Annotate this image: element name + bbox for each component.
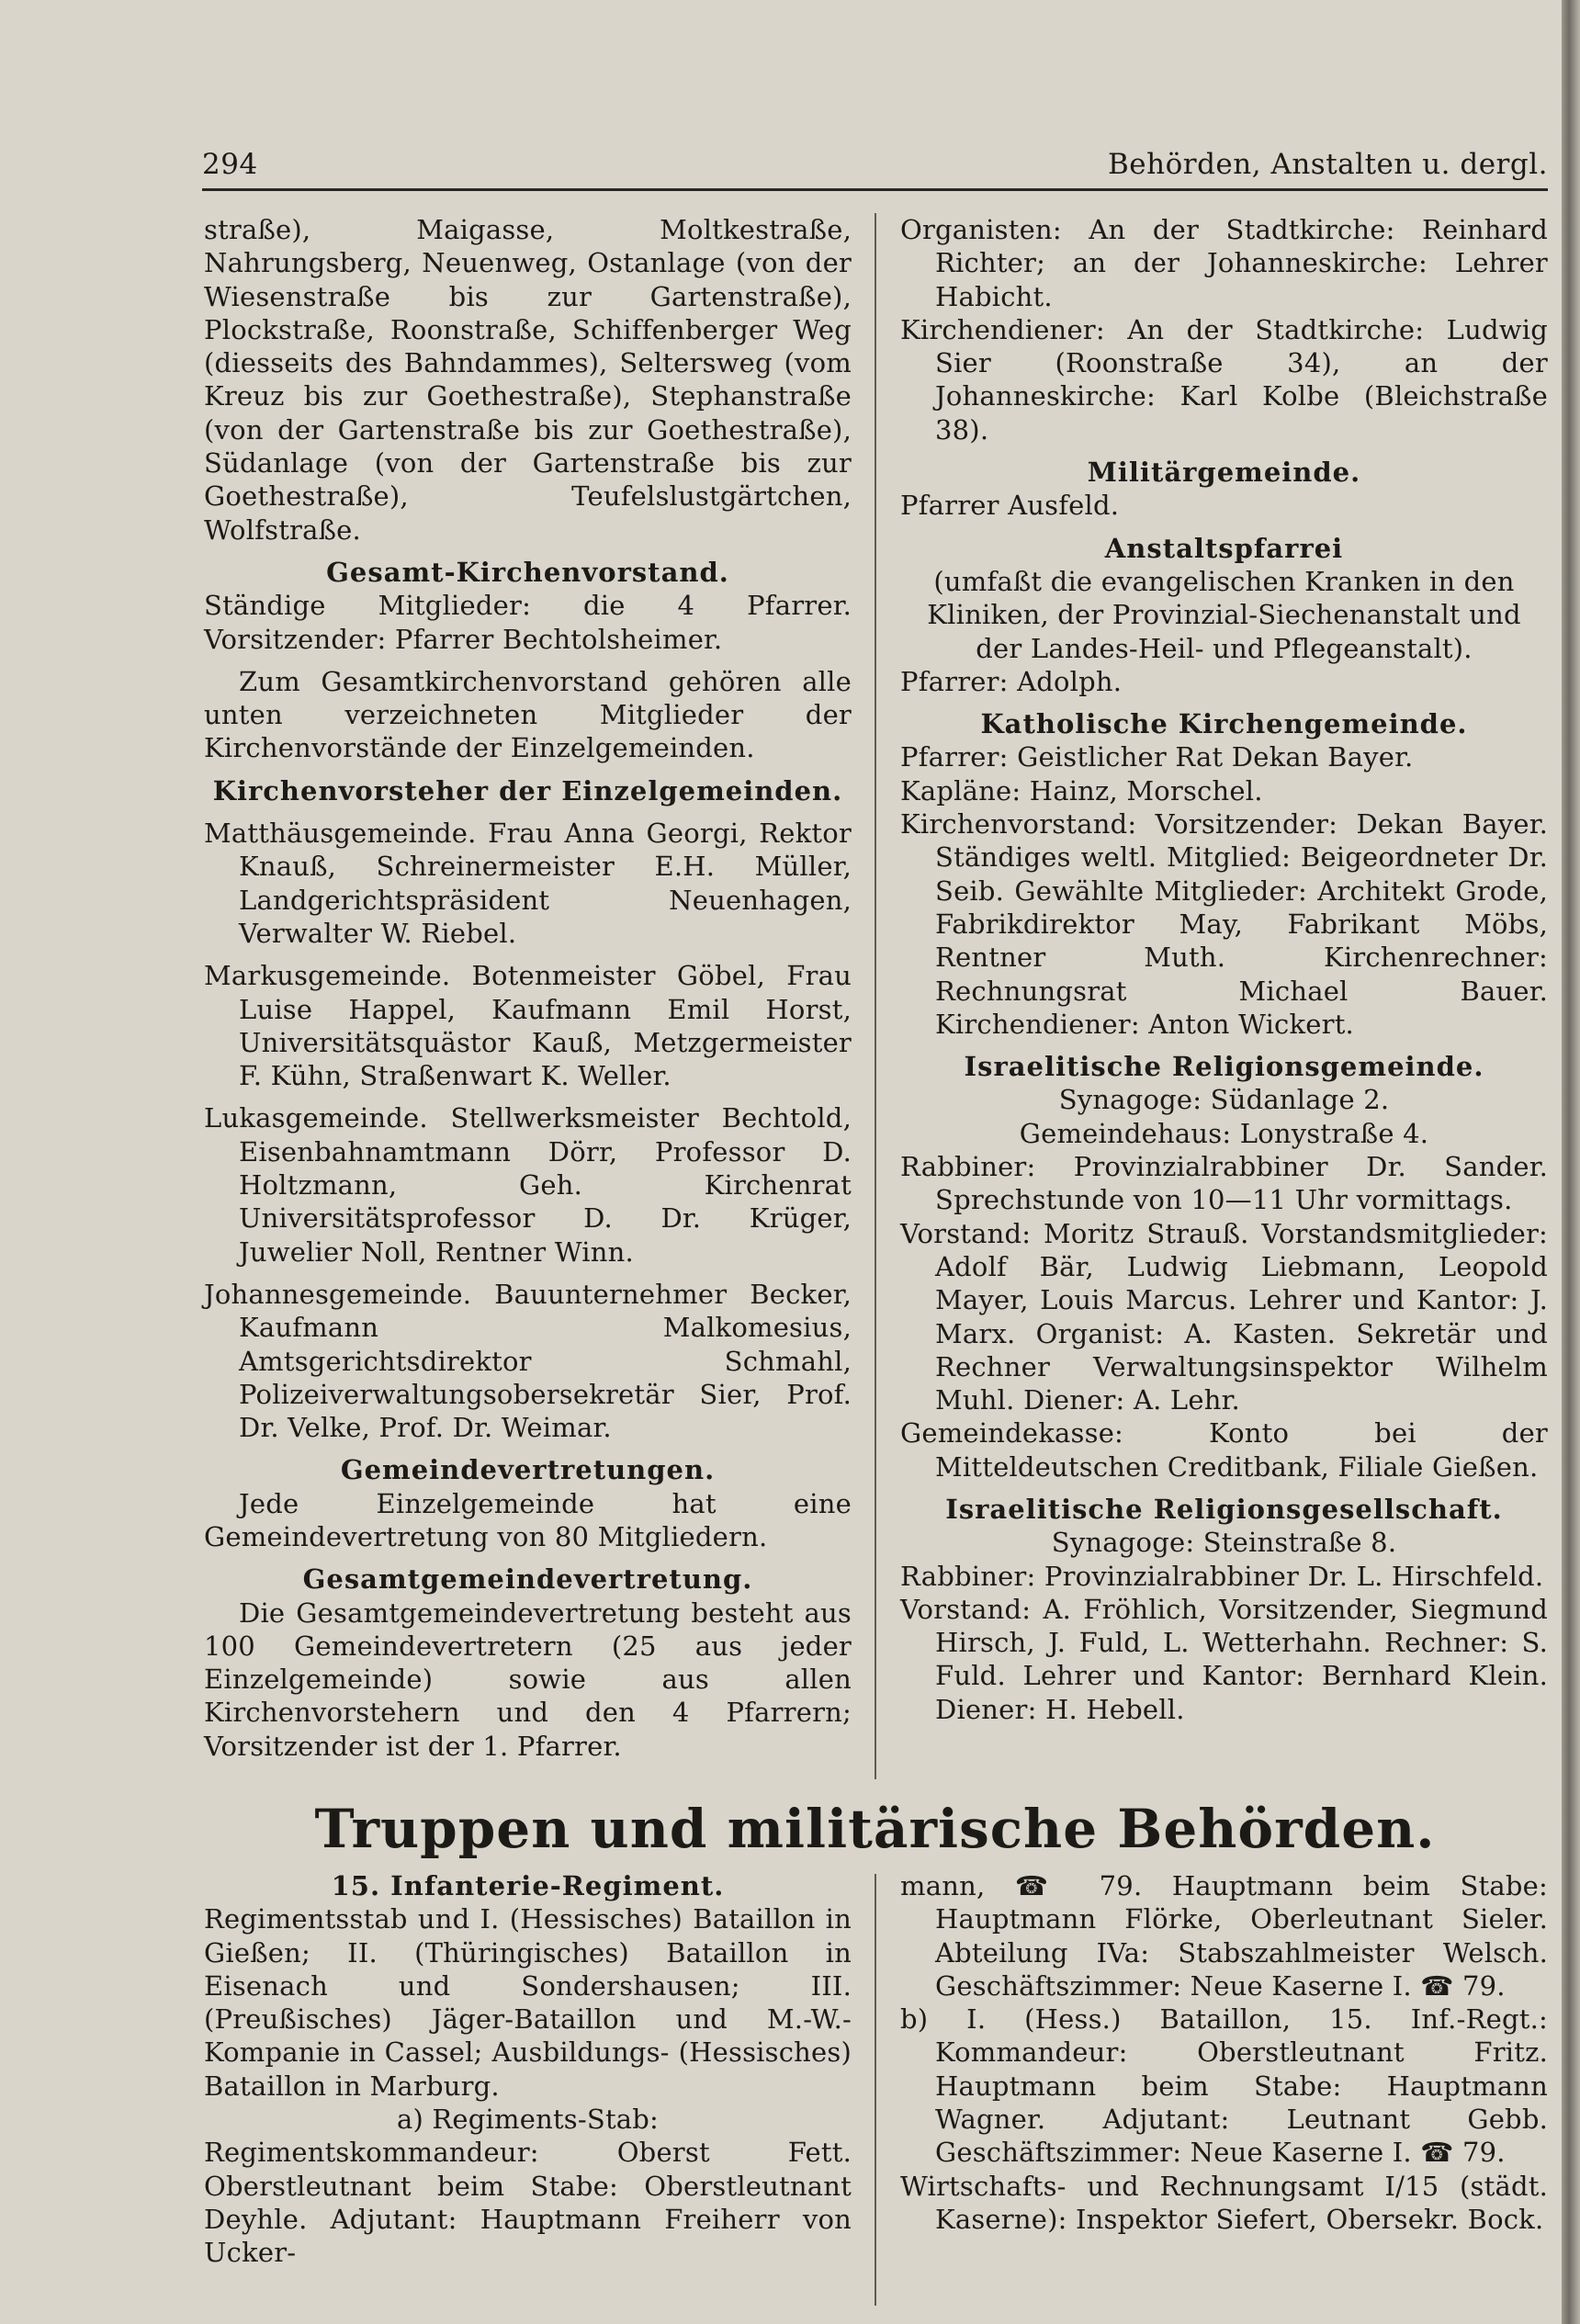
heading-infanterie-regiment: 15. Infanterie-Regiment. [331, 1870, 725, 1901]
paragraph: (umfaßt die evangelischen Kranken in den Kliniken, der Provinzial-Siechenanstalt und der Landes-Heil- und Pflegeanstalt). [927, 565, 1521, 664]
column-left-lower [204, 1869, 852, 2270]
paragraph: Synagoge: Südanlage 2. [1058, 1084, 1390, 1116]
subheading-regiments-stab: a) Regiments-Stab: [396, 2104, 660, 2136]
page-edge [1562, 0, 1580, 2324]
entry-matthaeusgemeinde: Matthäusgemeinde. Frau Anna Georgi, Rektor Knauß, Schreinermeister E.H. Müller, Landgerichtspräsident Neuenhagen, Verwalter W. Riebel. [204, 818, 852, 949]
paragraph: Zum Gesamtkirchenvorstand gehören alle unten verzeichneten Mitglieder der Kirchenvorstände der Einzelgemeinden. [204, 665, 852, 764]
paragraph: Jede Einzelgemeinde hat eine Gemeindevertretung von 80 Mitgliedern. [204, 1487, 852, 1552]
paragraph: Pfarrer: Adolph. [900, 665, 1123, 697]
entry-vorstand: Vorstand: Moritz Strauß. Vorstandsmitglieder: Adolf Bär, Ludwig Liebmann, Leopold Mayer, Louis Marcus. Lehrer und Kantor: J. Marx. Organist: A. Kasten. Sekretär und Rechner Verwaltungsinspektor Wilhelm Muhl. Diener: A. Lehr. [900, 1217, 1548, 1416]
page-header [202, 145, 1548, 184]
entry-kirchendiener: Kirchendiener: An der Stadtkirche: Ludwig Sier (Roonstraße 34), an der Johanneskirche: Karl Kolbe (Bleichstraße 38). [900, 313, 1548, 446]
heading-gesamt-kirchenvorstand: Gesamt-Kirchenvorstand. [326, 556, 729, 588]
entry-bataillon: b) I. (Hess.) Bataillon, 15. Inf.-Regt.: Kommandeur: Oberstleutnant Fritz. Hauptmann beim Stabe: Hauptmann Wagner. Adjutant: Leutnant Gebb. Geschäftszimmer: Neue Kaserne I. ☎ 79. [900, 2003, 1548, 2169]
paragraph: Regimentsstab und I. (Hessisches) Bataillon in Gießen; II. (Thüringisches) Bataillon in Eisenach und Sondershausen; III. (Preußisches) Jäger-Bataillon und M.-W.-Kompanie in Cassel; Ausbildungs- (Hessisches) Bataillon in Marburg. [204, 1903, 852, 2102]
paragraph: Gemeindehaus: Lonystraße 4. [1019, 1117, 1429, 1149]
entry-wirtschaftsamt: Wirtschafts- und Rechnungsamt I/15 (städt. Kaserne): Inspektor Siefert, Obersekr. Bock. [900, 2170, 1548, 2235]
running-title: Behörden, Anstalten u. dergl. [1108, 148, 1548, 181]
paragraph: Synagoge: Steinstraße 8. [1051, 1527, 1397, 1559]
heading-militaergemeinde: Militärgemeinde. [1087, 457, 1361, 489]
column-divider [875, 213, 876, 1779]
paragraph: Kapläne: Hainz, Morschel. [900, 774, 1263, 807]
column-divider [875, 1874, 876, 2306]
heading-israelitische-religionsgesellschaft: Israelitische Religionsgesellschaft. [945, 1493, 1503, 1525]
heading-israelitische-religionsgemeinde: Israelitische Religionsgemeinde. [964, 1051, 1484, 1083]
heading-gesamtgemeindevertretung: Gesamtgemeindevertretung. [302, 1563, 753, 1596]
section-title: Truppen und militärische Behörden. [314, 1798, 1436, 1860]
street-list: straße), Maigasse, Moltkestraße, Nahrungsberg, Neuenweg, Ostanlage (von der Wiesenstraße bis zur Gartenstraße), Plockstraße, Roonstraße, Schiffenberger Weg (diesseits des Bahndammes), Seltersweg (vom Kreuz bis zur Goethestraße), Stephanstraße (von der Gartenstraße bis zur Goethestraße), Südanlage (von der Gartenstraße bis zur Goethestraße), Teufelslustgärtchen, Wolfstraße. [204, 214, 852, 546]
entry-lukasgemeinde: Lukasgemeinde. Stellwerksmeister Bechtold, Eisenbahnamtmann Dörr, Professor D. Holtzmann, Geh. Kirchenrat Universitätsprofessor D. Dr. Krüger, Juwelier Noll, Rentner Winn. [204, 1102, 852, 1268]
entry-markusgemeinde: Markusgemeinde. Botenmeister Göbel, Frau Luise Happel, Kaufmann Emil Horst, Universitätsquästor Kauß, Metzgermeister F. Kühn, Straßenwart K. Weller. [204, 960, 852, 1092]
paragraph: Regimentskommandeur: Oberst Fett. Oberstleutnant beim Stabe: Oberstleutnant Deyhle. Adjutant: Hauptmann Freiherr von Ucker- [204, 2137, 852, 2269]
page-number: 294 [202, 148, 258, 181]
paragraph: Rabbiner: Provinzialrabbiner Dr. L. Hirschfeld. [900, 1560, 1544, 1592]
entry-gemeindekasse: Gemeindekasse: Konto bei der Mitteldeutschen Creditbank, Filiale Gießen. [900, 1417, 1548, 1483]
column-right-upper [900, 213, 1548, 1726]
entry-johannesgemeinde: Johannesgemeinde. Bauunternehmer Becker, Kaufmann Malkomesius, Amtsgerichtsdirektor Schmahl, Polizeiverwaltungsobersekretär Sier, Prof. Dr. Velke, Prof. Dr. Weimar. [204, 1278, 852, 1444]
paragraph: Pfarrer Ausfeld. [900, 490, 1120, 522]
heading-katholische-kirchengemeinde: Katholische Kirchengemeinde. [980, 708, 1468, 740]
heading-anstaltspfarrei: Anstaltspfarrei [1104, 532, 1344, 564]
heading-kirchenvorsteher: Kirchenvorsteher der Einzelgemeinden. [212, 774, 843, 807]
entry-rabbiner: Rabbiner: Provinzialrabbiner Dr. Sander. Sprechstunde von 10—11 Uhr vormittags. [900, 1151, 1548, 1216]
entry-kirchenvorstand: Kirchenvorstand: Vorsitzender: Dekan Bayer. Ständiges weltl. Mitglied: Beigeordneter Dr. Seib. Gewählte Mitglieder: Architekt Grode, Fabrikdirektor May, Fabrikant Möbs, Rentner Muth. Kirchenrechner: Rechnungsrat Michael Bauer. Kirchendiener: Anton Wickert. [900, 808, 1548, 1040]
column-left-upper [204, 213, 852, 1763]
header-rule [202, 188, 1548, 191]
paragraph: Ständige Mitglieder: die 4 Pfarrer. Vorsitzender: Pfarrer Bechtolsheimer. [204, 590, 852, 655]
entry-organisten: Organisten: An der Stadtkirche: Reinhard Richter; an der Johanneskirche: Lehrer Habicht. [900, 214, 1548, 312]
paragraph: Die Gesamtgemeindevertretung besteht aus 100 Gemeindevertretern (25 aus jeder Einzelgemeinde) sowie aus allen Kirchenvorstehern und den 4 Pfarrern; Vorsitzender ist der 1. Pfarrer. [204, 1596, 852, 1762]
entry-vorstand-gesellschaft: Vorstand: A. Fröhlich, Vorsitzender, Siegmund Hirsch, J. Fuld, L. Wetterhahn. Rechner: S. Fuld. Lehrer und Kantor: Bernhard Klein. Diener: H. Hebell. [900, 1593, 1548, 1725]
paragraph: mann, ☎ 79. Hauptmann beim Stabe: Hauptmann Flörke, Oberleutnant Sieler. Abteilung IVa: Stabszahlmeister Welsch. Geschäftszimmer: Neue Kaserne I. ☎ 79. [900, 1870, 1548, 2002]
heading-gemeindevertretungen: Gemeindevertretungen. [340, 1454, 716, 1486]
column-right-lower [900, 1869, 1548, 2236]
paragraph: Pfarrer: Geistlicher Rat Dekan Bayer. [900, 741, 1414, 773]
